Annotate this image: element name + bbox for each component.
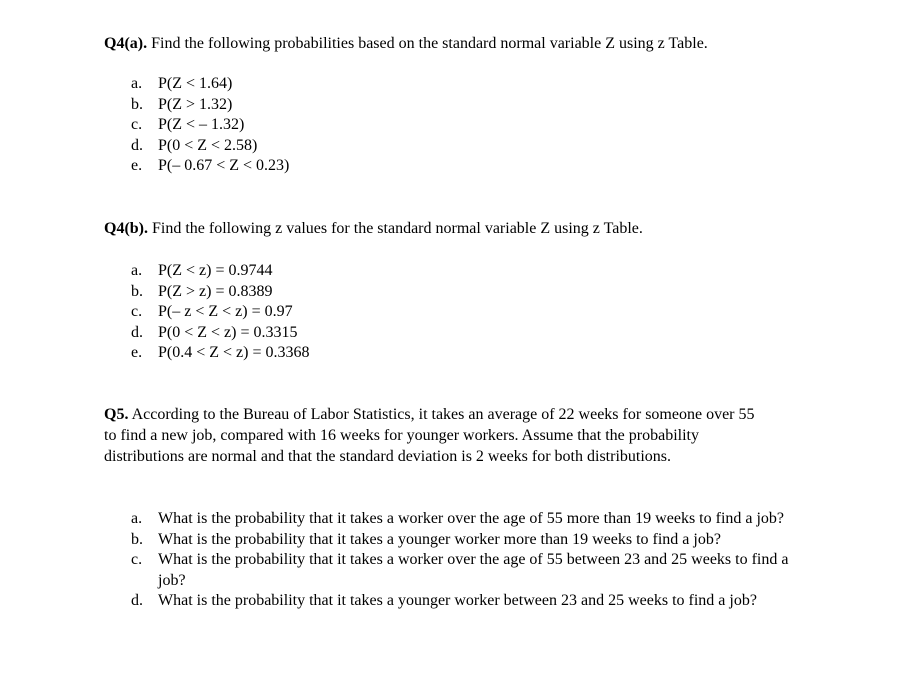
list-item-text: What is the probability that it takes a worker over the age of 55 more than 19 weeks to find a job? [158,510,785,527]
list-item [131,323,310,344]
q4b-heading [104,219,643,239]
q4b-label: Q4(b). [104,220,148,237]
list-marker: e. [131,157,143,174]
list-item-text: P(Z < 1.64) [158,75,233,92]
list-marker: d. [131,592,143,609]
q4b-instruction: Find the following z values for the standard normal variable Z using z Table. [152,220,643,237]
list-marker: d. [131,323,143,341]
q5-list [131,509,811,612]
list-item-text: What is the probability that it takes a younger worker between 23 and 25 weeks to find a job? [158,592,757,609]
list-item [131,509,811,530]
list-item [131,136,289,157]
list-marker: b. [131,95,143,113]
list-item [131,261,310,282]
list-marker: c. [131,303,143,320]
list-item-text: What is the probability that it takes a worker over the age of 55 between 23 and 25 weeks to find a job? [158,551,789,589]
list-item-text: P(Z < z) = 0.9744 [158,262,273,279]
list-item-text: P(– 0.67 < Z < 0.23) [158,157,290,174]
list-item [131,282,310,303]
q5-intro: According to the Bureau of Labor Statistics, it takes an average of 22 weeks for someone over 55 to find a new job, compared with 16 weeks for younger workers. Assume that the probability distributions are normal and that the standard deviation is 2 weeks for both distributions. [104,406,755,465]
list-item-text: P(0 < Z < z) = 0.3315 [158,323,298,341]
list-item [131,74,289,95]
list-marker: d. [131,136,143,154]
list-marker: b. [131,530,143,548]
list-item-text: P(Z > 1.32) [158,95,233,113]
list-item [131,550,811,591]
q4a-instruction: Find the following probabilities based on the standard normal variable Z using z Table. [151,35,708,52]
q4b-list [131,261,310,364]
list-item-text: P(– z < Z < z) = 0.97 [158,303,293,320]
list-item [131,343,310,364]
list-item [131,156,289,177]
list-marker: c. [131,116,143,133]
q5-paragraph [104,404,764,467]
list-marker: a. [131,262,143,279]
list-item [131,115,289,136]
q4a-label: Q4(a). [104,35,148,52]
list-marker: a. [131,75,143,92]
list-marker: b. [131,282,143,300]
list-item-text: P(Z > z) = 0.8389 [158,282,273,300]
list-marker: c. [131,551,143,568]
list-item [131,95,289,116]
list-item-text: P(0.4 < Z < z) = 0.3368 [158,344,310,361]
list-item [131,591,811,612]
list-item-text: P(0 < Z < 2.58) [158,136,258,154]
q5-label: Q5. [104,406,129,423]
q4a-heading [104,34,708,54]
list-item [131,302,310,323]
list-item [131,530,811,551]
list-marker: e. [131,344,143,361]
list-item-text: What is the probability that it takes a younger worker more than 19 weeks to find a job? [158,530,721,548]
list-marker: a. [131,510,143,527]
q4a-list [131,74,289,177]
list-item-text: P(Z < – 1.32) [158,116,245,133]
